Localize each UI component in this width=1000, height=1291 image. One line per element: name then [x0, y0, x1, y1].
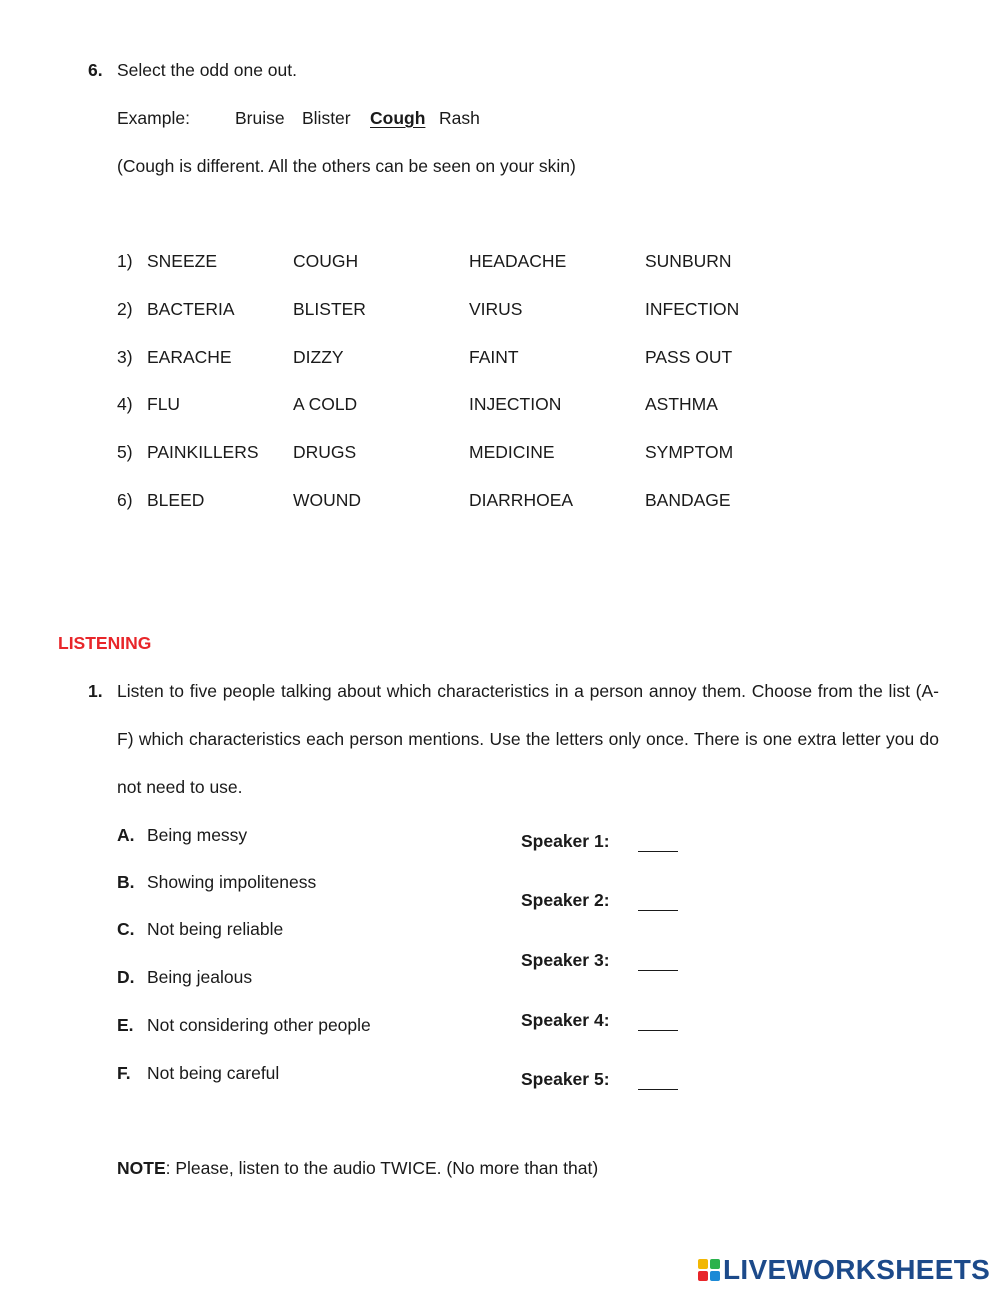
option-letter: A. — [117, 825, 135, 845]
word-option[interactable]: EARACHE — [147, 347, 232, 367]
example-answer-word: Cough — [370, 108, 426, 128]
option-letter: E. — [117, 1015, 134, 1035]
word-option[interactable]: INFECTION — [645, 299, 740, 319]
option-text: Being messy — [147, 825, 248, 845]
word-option[interactable]: A COLD — [293, 394, 358, 414]
word-option[interactable]: BANDAGE — [645, 490, 731, 510]
speaker-label: Speaker 1: — [521, 831, 610, 851]
section-heading-listening: LISTENING — [58, 633, 152, 653]
option-text: Showing impoliteness — [147, 872, 317, 892]
speaker-label: Speaker 5: — [521, 1069, 610, 1089]
word-option[interactable]: DRUGS — [293, 442, 357, 462]
word-option[interactable]: WOUND — [293, 490, 362, 510]
logo-blocks-icon — [698, 1259, 720, 1281]
option-text: Being jealous — [147, 967, 253, 987]
row-number: 4) — [117, 394, 133, 414]
word-option[interactable]: FAINT — [469, 347, 519, 367]
question-number: 1. — [88, 681, 103, 701]
logo-block — [698, 1259, 708, 1269]
option-letter: D. — [117, 967, 135, 987]
word-option[interactable]: BLEED — [147, 490, 205, 510]
word-option[interactable]: PAINKILLERS — [147, 442, 259, 462]
option-item — [117, 919, 283, 940]
row-number: 5) — [117, 442, 133, 462]
row-number: 6) — [117, 490, 133, 510]
word-option[interactable]: BACTERIA — [147, 299, 235, 319]
example-word: Rash — [439, 108, 480, 128]
note — [117, 1158, 598, 1179]
word-option[interactable]: HEADACHE — [469, 251, 567, 271]
option-item — [117, 825, 247, 846]
option-letter: C. — [117, 919, 135, 939]
speaker-label: Speaker 3: — [521, 950, 610, 970]
logo-block — [698, 1271, 708, 1281]
option-item — [117, 967, 252, 988]
word-option[interactable]: MEDICINE — [469, 442, 555, 462]
logo-block — [710, 1271, 720, 1281]
speaker-label: Speaker 4: — [521, 1010, 610, 1030]
question-number: 6. — [88, 60, 103, 80]
word-option[interactable]: DIARRHOEA — [469, 490, 574, 510]
note-label: NOTE — [117, 1158, 166, 1178]
speaker-answer-blank[interactable] — [638, 910, 678, 911]
example-explanation: (Cough is different. All the others can be seen on your skin) — [117, 156, 576, 176]
word-option[interactable]: ASTHMA — [645, 394, 718, 414]
option-letter: F. — [117, 1063, 131, 1083]
row-number: 3) — [117, 347, 133, 367]
speaker-answer-blank[interactable] — [638, 851, 678, 852]
word-option[interactable]: DIZZY — [293, 347, 344, 367]
option-letter: B. — [117, 872, 135, 892]
example-label: Example: — [117, 108, 190, 128]
word-option[interactable]: INJECTION — [469, 394, 562, 414]
speaker-answer-blank[interactable] — [638, 1030, 678, 1031]
option-text: Not being reliable — [147, 919, 284, 939]
word-option[interactable]: SYMPTOM — [645, 442, 734, 462]
example-word: Bruise — [235, 108, 285, 128]
word-option[interactable]: VIRUS — [469, 299, 523, 319]
option-item — [117, 1063, 279, 1084]
speaker-answer-blank[interactable] — [638, 970, 678, 971]
option-item — [117, 872, 316, 893]
word-option[interactable]: SUNBURN — [645, 251, 732, 271]
liveworksheets-logo — [698, 1253, 990, 1287]
note-text: : Please, listen to the audio TWICE. (No more than that) — [165, 1158, 599, 1178]
speaker-label: Speaker 2: — [521, 890, 610, 910]
listening-instruction: Listen to five people talking about which characteristics in a person annoy them. Choose from the list (A-F) which characteristics each person mentions. Use the letters only once. There is one extra letter you do not need to use. — [117, 681, 939, 797]
option-text: Not considering other people — [147, 1015, 371, 1035]
word-option[interactable]: FLU — [147, 394, 181, 414]
word-option[interactable]: BLISTER — [293, 299, 366, 319]
speaker-answer-blank[interactable] — [638, 1089, 678, 1090]
example-word: Blister — [302, 108, 351, 128]
option-item — [117, 1015, 371, 1036]
row-number: 2) — [117, 299, 133, 319]
word-option[interactable]: PASS OUT — [645, 347, 733, 367]
word-option[interactable]: SNEEZE — [147, 251, 218, 271]
question-instruction: Select the odd one out. — [117, 60, 297, 80]
logo-text: LIVEWORKSHEETS — [723, 1254, 991, 1285]
logo-block — [710, 1259, 720, 1269]
word-option[interactable]: COUGH — [293, 251, 359, 271]
option-text: Not being careful — [147, 1063, 280, 1083]
row-number: 1) — [117, 251, 133, 271]
